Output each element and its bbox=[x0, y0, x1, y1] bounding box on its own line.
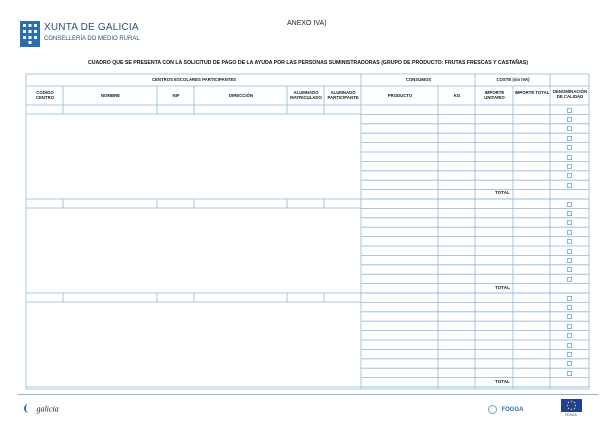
total-label-1: TOTAL bbox=[495, 190, 510, 195]
col-codigo-centro: CÓDIGO CENTRO bbox=[35, 90, 55, 100]
quality-checkbox[interactable] bbox=[567, 117, 572, 122]
quality-checkbox[interactable] bbox=[567, 211, 572, 216]
col-nombre: NOMBRE bbox=[100, 93, 121, 98]
quality-checkbox[interactable] bbox=[567, 239, 572, 244]
col-kg: KG bbox=[453, 93, 461, 98]
footer-divider bbox=[18, 394, 598, 395]
col-producto: PRODUCTO bbox=[387, 93, 413, 98]
fogga-logo-circle-icon bbox=[488, 405, 497, 414]
fogga-logo bbox=[488, 401, 523, 413]
quality-checkbox[interactable] bbox=[567, 220, 572, 225]
quality-checkbox[interactable] bbox=[567, 333, 572, 338]
col-nif: NIF bbox=[172, 93, 180, 98]
quality-checkbox[interactable] bbox=[567, 371, 572, 376]
col-importe-total: IMPORTE TOTAL bbox=[514, 90, 550, 95]
annex-title: ANEXO IVA) bbox=[287, 20, 327, 27]
quality-checkbox[interactable] bbox=[567, 277, 572, 282]
col-denominacion-calidad: DENOMINACIÓN DE CALIDAD bbox=[552, 89, 588, 99]
col-direccion: DIRECCIÓN bbox=[228, 93, 254, 98]
quality-checkbox[interactable] bbox=[567, 361, 572, 366]
fogga-logo-text: FOGGA bbox=[501, 406, 524, 413]
eu-caption: FEAGA bbox=[565, 413, 577, 417]
eu-stars-icon bbox=[561, 399, 582, 412]
quality-checkbox[interactable] bbox=[567, 155, 572, 160]
quality-checkbox[interactable] bbox=[567, 352, 572, 357]
quality-checkbox[interactable] bbox=[567, 230, 572, 235]
quality-checkbox[interactable] bbox=[567, 126, 572, 131]
quality-checkbox[interactable] bbox=[567, 173, 572, 178]
group-header-coste: COSTE (sin IVA) bbox=[496, 77, 530, 82]
galicia-logo bbox=[24, 400, 59, 412]
galicia-logo-text: galicia bbox=[36, 404, 59, 414]
quality-checkbox[interactable] bbox=[567, 267, 572, 272]
quality-checkbox[interactable] bbox=[567, 183, 572, 188]
total-label-2: TOTAL bbox=[495, 285, 510, 290]
quality-checkbox[interactable] bbox=[567, 249, 572, 254]
quality-checkbox[interactable] bbox=[567, 314, 572, 319]
quality-checkbox[interactable] bbox=[567, 202, 572, 207]
quality-checkbox[interactable] bbox=[567, 343, 572, 348]
galicia-logo-swoosh-icon bbox=[24, 404, 32, 413]
total-label-3: TOTAL bbox=[495, 379, 510, 384]
col-importe-unitario: IMPORTE UNITARIO bbox=[484, 90, 505, 100]
quality-checkbox[interactable] bbox=[567, 324, 572, 329]
quality-checkbox[interactable] bbox=[567, 258, 572, 263]
group-header-consumos: CONSUMOS bbox=[405, 77, 432, 82]
quality-checkbox[interactable] bbox=[567, 108, 572, 113]
group-header-centros: CENTROS ESCOLARES PARTICIPANTES bbox=[151, 77, 237, 82]
logo-subtitle: CONSELLERÍA DO MEDIO RURAL bbox=[44, 36, 140, 42]
quality-checkbox[interactable] bbox=[567, 305, 572, 310]
eu-flag-icon bbox=[561, 399, 582, 412]
col-alumnado-participante: ALUMNADO PARTICIPANTE bbox=[327, 90, 359, 100]
quality-checkbox[interactable] bbox=[567, 136, 572, 141]
form-title: CUADRO QUE SE PRESENTA CON LA SOLICITUD DE PAGO DE LA AYUDA POR LAS PERSONAS SUMINISTRADORAS (GRUPO DE PRODUCTO: FRUTAS FRESCAS Y CASTAÑAS) bbox=[87, 60, 528, 66]
logo-title: XUNTA DE GALICIA bbox=[44, 22, 139, 33]
quality-checkbox[interactable] bbox=[567, 164, 572, 169]
quality-checkbox[interactable] bbox=[567, 145, 572, 150]
quality-checkbox[interactable] bbox=[567, 296, 572, 301]
col-alumnado-matriculado: ALUMNADO MATRICULADO bbox=[290, 90, 322, 100]
